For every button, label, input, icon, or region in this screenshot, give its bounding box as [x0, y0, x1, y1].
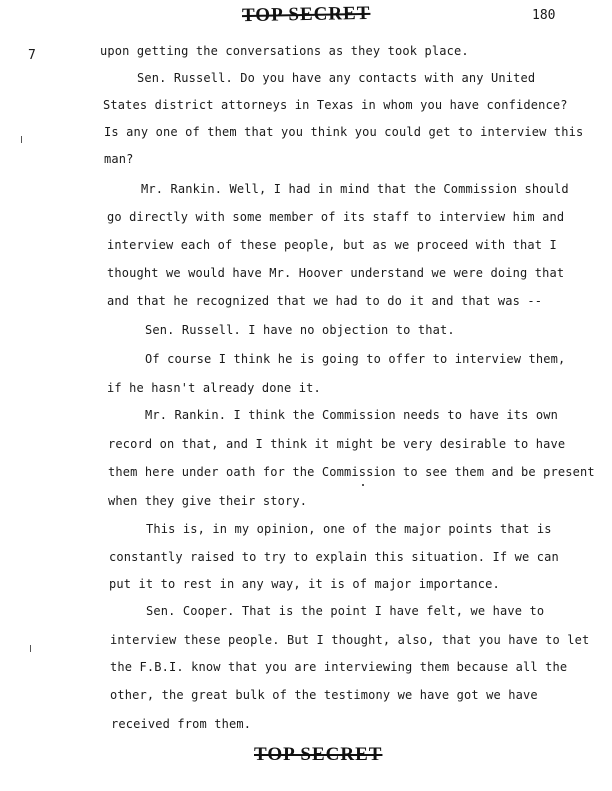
transcript-line: record on that, and I think it might be very desirable to have [108, 437, 566, 451]
transcript-line: States district attorneys in Texas in whom you have confidence? [103, 98, 568, 112]
classification-stamp-top: TOP SECRET [241, 2, 371, 27]
transcript-line: thought we would have Mr. Hoover understand we were doing that [107, 266, 565, 280]
transcript-line: Sen. Russell. I have no objection to that. [145, 323, 455, 337]
classification-stamp-bottom: TOP SECRET [254, 744, 383, 765]
line-number: 7 [28, 48, 36, 63]
transcript-line: put it to rest in any way, it is of major importance. [109, 577, 500, 591]
transcript-line: go directly with some member of its staff to interview him and [107, 210, 565, 224]
transcript-line: interview these people. But I thought, also, that you have to let [110, 633, 590, 647]
transcript-line: the F.B.I. know that you are interviewing them because all the [110, 660, 568, 674]
transcript-line: if he hasn't already done it. [107, 381, 321, 395]
transcript-line: Is any one of them that you think you could get to interview this [104, 125, 584, 139]
transcript-line: Sen. Cooper. That is the point I have felt, we have to [146, 604, 545, 618]
transcript-line: Sen. Russell. Do you have any contacts with any United [137, 71, 536, 85]
margin-mark [21, 136, 22, 143]
scan-speck [362, 484, 364, 486]
transcript-line: This is, in my opinion, one of the major points that is [146, 522, 552, 536]
transcript-line: Of course I think he is going to offer to interview them, [145, 352, 566, 366]
transcript-line: constantly raised to try to explain this situation. If we can [109, 550, 559, 564]
transcript-line: Mr. Rankin. Well, I had in mind that the Commission should [141, 182, 569, 196]
transcript-line: Mr. Rankin. I think the Commission needs to have its own [145, 408, 558, 422]
page-number: 180 [532, 8, 556, 23]
transcript-line: man? [104, 152, 134, 166]
transcript-line: when they give their story. [108, 494, 308, 508]
transcript-line: interview each of these people, but as we proceed with that I [107, 238, 557, 252]
transcript-line: upon getting the conversations as they took place. [100, 44, 469, 58]
transcript-line: and that he recognized that we had to do it and that was -- [107, 294, 543, 308]
margin-mark [30, 645, 31, 652]
transcript-line: received from them. [111, 717, 252, 731]
transcript-line: other, the great bulk of the testimony we have got we have [110, 688, 538, 702]
transcript-line: them here under oath for the Commission to see them and be present [108, 465, 595, 479]
